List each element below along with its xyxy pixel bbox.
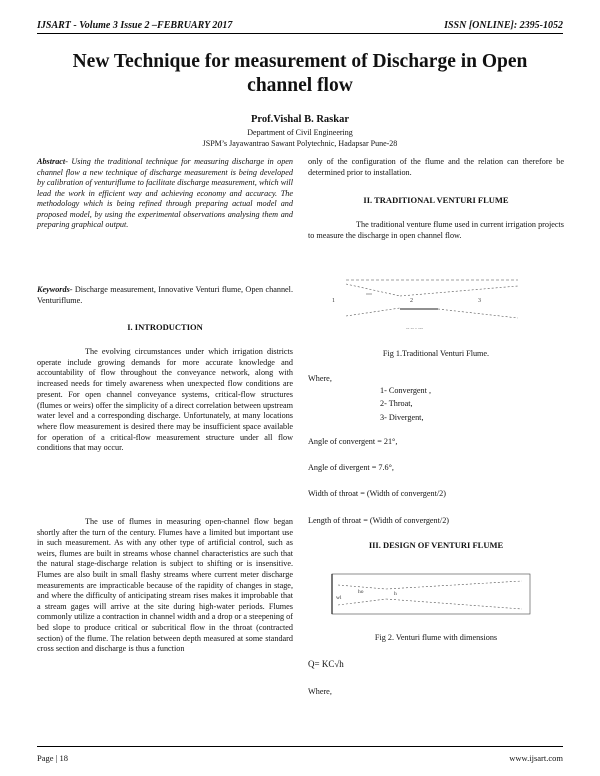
legend-item-throat: 2- Throat, — [380, 399, 413, 409]
journal-website: www.ijsart.com — [509, 753, 563, 763]
figure-2-label-ho: ho — [358, 589, 364, 595]
keywords-text: - Discharge measurement, Innovative Venturi flume, Open channel. Venturiflume. — [37, 285, 293, 305]
keywords-label: Keywords — [37, 285, 70, 294]
figure-1-venturi-flume — [318, 272, 548, 334]
journal-header: IJSART - Volume 3 Issue 2 –FEBRUARY 2017 — [37, 20, 233, 31]
footer-divider — [37, 746, 563, 747]
figure-1-convergent-top — [346, 284, 400, 296]
angle-of-convergent: Angle of convergent = 21°, — [308, 437, 398, 446]
intro-paragraph-1: The evolving circumstances under which irrigation districts operate include growing demands for more accurate knowledge and accountability of flow throughout the conveyance network, along with increased needs for timely awareness when unexpected flow conditions are present. For open channel conveyance systems, critical-flow structures (flumes or weirs) offer the simplicity of a direct correlation between upstream water level and a corresponding discharge. Unfortunately, at many locations where flow measurement is desired there may be insufficient space available for operation of a critical-flow measurement structure under all flow conditions that may occur. — [37, 347, 293, 453]
figure-1-divergent-top — [400, 286, 518, 296]
abstract — [37, 157, 293, 231]
discharge-formula: Q= KC√h — [308, 659, 344, 669]
author-department: Department of Civil Engineering — [247, 128, 353, 137]
traditional-paragraph: The traditional venture flume used in current irrigation projects to measure the discharge in open channel flow. — [308, 220, 564, 240]
section-heading-design: III. DESIGN OF VENTURI FLUME — [368, 540, 504, 550]
angle-of-divergent: Angle of divergent = 7.6°, — [308, 463, 394, 472]
author-name: Prof.Vishal B. Raskar — [250, 114, 349, 125]
figure-1-divergent-bottom — [438, 309, 518, 318]
where-label-1: Where, — [308, 374, 332, 383]
figure-2-venturi-flume-dimensions — [326, 571, 538, 619]
legend-list — [380, 384, 540, 424]
paper-title: New Technique for measurement of Discharge in Open channel flow — [72, 51, 528, 96]
figure-1-label-1: 1 — [332, 298, 335, 304]
figure-2-divergent-top — [386, 581, 522, 589]
issn-header: ISSN [ONLINE]: 2395-1052 — [444, 20, 563, 31]
intro-paragraph-2: The use of flumes in measuring open-channel flow began shortly after the turn of the century. Flumes have a limited but important use in such measurement. As with any other type of artificial control, such as weirs, flumes are built in streams whose channel characteristics are such that the natural stage-discharge relation is subject to shifting or is insensitive. Flumes are also built in small flashy streams where current meter discharge measurements are impracticable because of the rapidity of changes in stage, and where the difficulty of anticipating stream rises makes it improbable that a stream gages will arrive at the site during high-water periods. Flumes commonly utilize a contraction in channel width and a drop or a steepening of bed slope to produce critical or subcritical flow in the throat (contracted section) of the flume. The relation between depth measured at some standard cross section and discharge is thus a function — [37, 517, 293, 654]
header-divider — [37, 33, 563, 34]
figure-2-label-wl: wl — [336, 595, 342, 601]
legend-item-divergent: 3- Divergent, — [380, 412, 424, 422]
figure-2-convergent-bottom — [338, 599, 386, 605]
where-label-2: Where, — [308, 687, 332, 696]
figure-1-convergent-bottom — [346, 308, 400, 316]
right-continuation: only of the configuration of the flume and the relation can therefore be determined prior to installation. — [308, 157, 564, 177]
page-number: Page | 18 — [37, 753, 68, 763]
figure-1-annotation: -- -- - --- — [406, 327, 424, 332]
width-of-throat: Width of throat = (Width of convergent/2) — [308, 489, 446, 498]
section-heading-introduction: I. INTRODUCTION — [127, 322, 203, 332]
abstract-text: Using the traditional technique for measuring discharge in open channel flow a new technique of discharge measurement is being developed by calibration of venturiflume to facilitate discharge measurement, which will lead the work in efficient way and achieving economy and accuracy. The methodology which is being refined through preparing actual model and proposed model, by using the experimental observations analysing them and preparing graphical output. — [37, 157, 294, 229]
figure-2-label-h: h — [394, 591, 397, 597]
figure-1-label-3: 3 — [478, 298, 481, 304]
figure-1-label-2: 2 — [410, 298, 413, 304]
author-institute: JSPM’s Jayawantrao Sawant Polytechnic, Hadapsar Pune-28 — [202, 139, 398, 148]
length-of-throat: Length of throat = (Width of convergent/2) — [308, 516, 450, 525]
figure-2-divergent-bottom — [386, 599, 522, 609]
legend-item-convergent: 1- Convergent , — [380, 386, 432, 395]
section-heading-traditional: II. TRADITIONAL VENTURI FLUME — [363, 195, 509, 205]
figure-1-caption: Fig 1.Traditional Venturi Flume. — [382, 349, 490, 358]
figure-2-caption: Fig 2. Venturi flume with dimensions — [374, 633, 498, 642]
abstract-label: Abstract- — [37, 157, 68, 166]
keywords — [37, 285, 293, 306]
